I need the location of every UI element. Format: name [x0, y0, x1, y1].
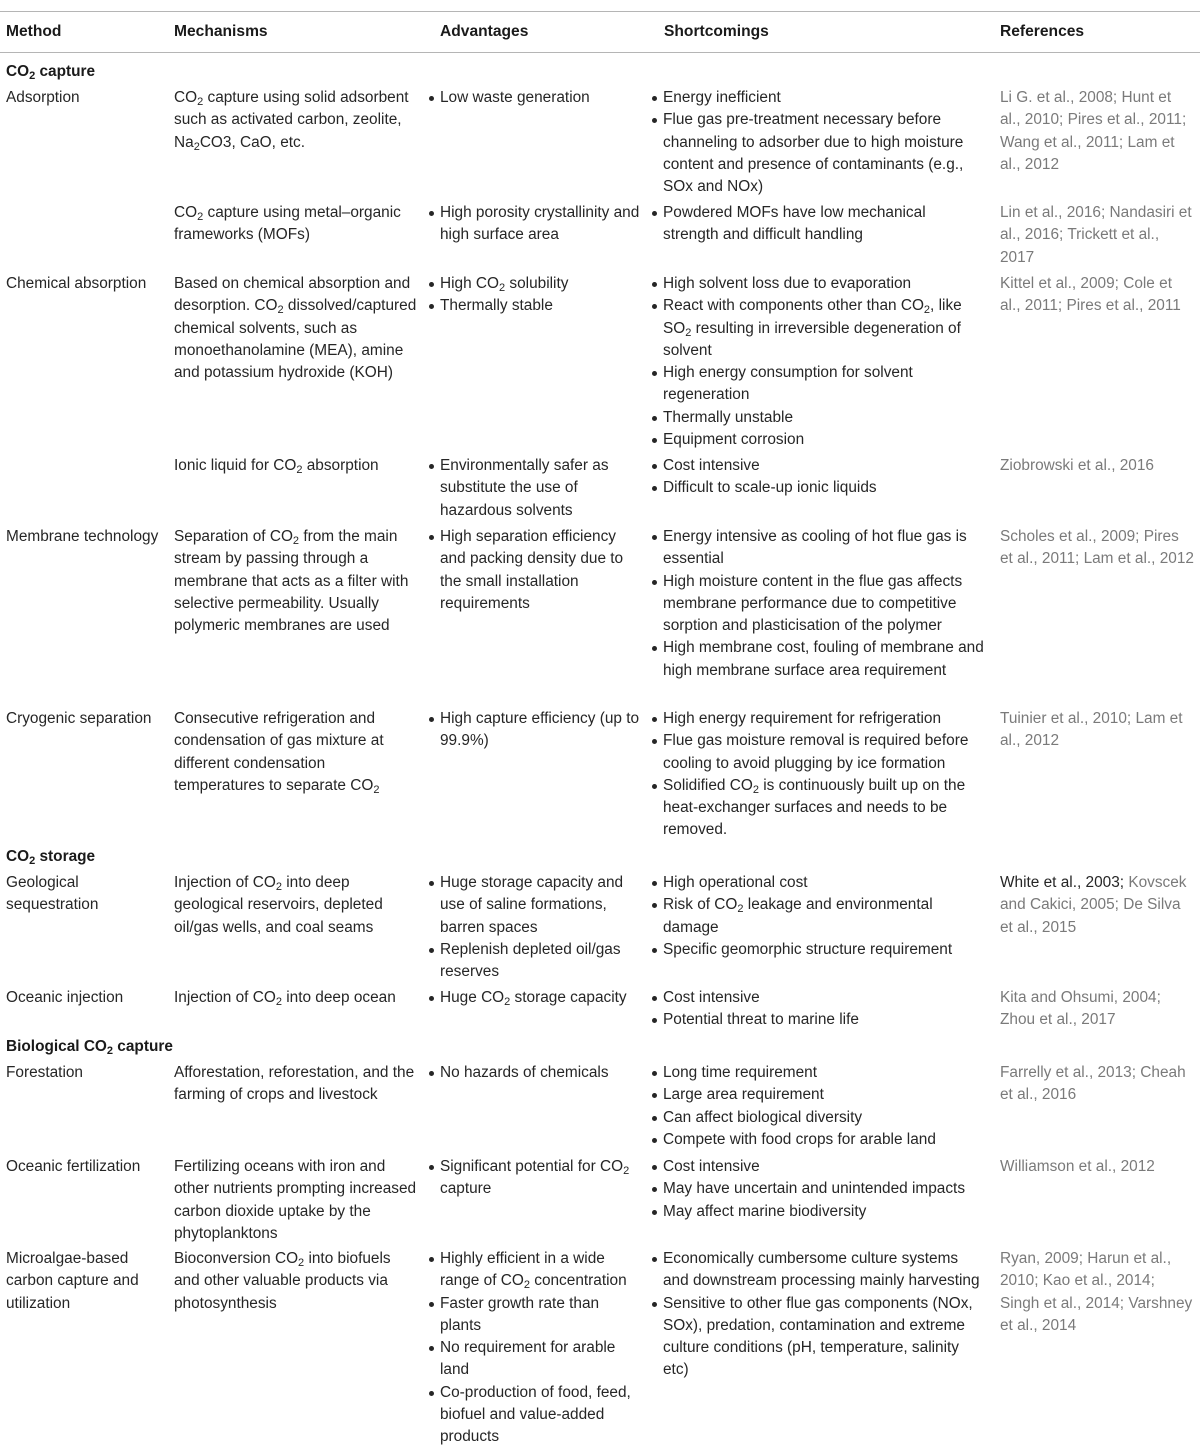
header-shortcomings: Shortcomings — [664, 23, 769, 40]
shortcoming-item: Can affect biological diversity — [650, 1107, 985, 1129]
mechanism-cell: Based on chemical absorption and desorption. $CO_2$ dissolved/captured chemical solvents, such as monoethanolamine (MEA), amine and potassium hydroxide (KOH) — [174, 275, 417, 382]
shortcomings-list — [650, 526, 985, 682]
shortcoming-item: Solidified $CO_2$ is continuously built up on the heat-exchanger surfaces and needs to be removed. — [650, 775, 985, 842]
references-cell: White et al., 2003; Kovscek and Cakici, 2005; De Silva et al., 2015 — [1000, 874, 1187, 936]
advantage-item: Huge storage capacity and use of saline formations, barren spaces — [427, 872, 642, 939]
shortcomings-list — [650, 87, 985, 198]
advantage-item: Replenish depleted oil/gas reserves — [427, 939, 642, 984]
shortcoming-item: Equipment corrosion — [650, 429, 985, 451]
shortcomings-list — [650, 1062, 985, 1151]
references-cell: Lin et al., 2016; Nandasiri et al., 2016; Trickett et al., 2017 — [1000, 204, 1192, 266]
references-cell: Kittel et al., 2009; Cole et al., 2011; Pires et al., 2011 — [1000, 275, 1181, 315]
method-cell: Membrane technology — [6, 528, 159, 545]
shortcoming-item: High solvent loss due to evaporation — [650, 273, 985, 295]
advantage-item: Highly efficient in a wide range of $CO_2$ concentration — [427, 1248, 642, 1293]
references-cell: Ryan, 2009; Harun et al., 2010; Kao et al., 2014; Singh et al., 2014; Varshney et al., 2014 — [1000, 1250, 1193, 1334]
mechanism-cell: Afforestation, reforestation, and the farming of crops and livestock — [174, 1064, 415, 1104]
references-cell: Williamson et al., 2012 — [1000, 1158, 1155, 1175]
advantage-item: Thermally stable — [427, 295, 642, 317]
section-co2-storage: $CO_2$ storage — [6, 848, 96, 867]
mechanism-cell: Consecutive refrigeration and condensation of gas mixture at different condensation temperatures to separate $CO_2$ — [174, 710, 384, 796]
mechanism-cell: Injection of $CO_2$ into deep geological reservoirs, depleted oil/gas wells, and coal seams — [174, 874, 383, 936]
advantage-item: High porosity crystallinity and high surface area — [427, 202, 642, 247]
shortcoming-item: High moisture content in the flue gas affects membrane performance due to competitive sorption and plasticisation of the polymer — [650, 571, 985, 638]
header-advantages: Advantages — [440, 23, 529, 40]
header-mechanisms: Mechanisms — [174, 23, 268, 40]
shortcomings-list — [650, 273, 985, 451]
shortcoming-item: Difficult to scale-up ionic liquids — [650, 477, 985, 499]
mechanism-cell: Separation of $CO_2$ from the main stream by passing through a membrane that acts as a filter with selective permeability. Usually polymeric membranes are used — [174, 528, 409, 635]
shortcomings-list — [650, 708, 985, 842]
section-co2-capture: $CO_2$ capture — [6, 63, 96, 82]
shortcoming-item: Potential threat to marine life — [650, 1009, 985, 1031]
mechanism-cell: Ionic liquid for $CO_2$ absorption — [174, 457, 379, 476]
references-cell: Li G. et al., 2008; Hunt et al., 2010; Pires et al., 2011; Wang et al., 2011; Lam et al., 2012 — [1000, 89, 1187, 173]
shortcoming-item: Compete with food crops for arable land — [650, 1129, 985, 1151]
advantage-item: No hazards of chemicals — [427, 1062, 642, 1084]
advantages-list — [427, 455, 642, 522]
shortcoming-item: Long time requirement — [650, 1062, 985, 1084]
advantage-item: Environmentally safer as substitute the use of hazardous solvents — [427, 455, 642, 522]
advantages-list — [427, 708, 642, 753]
shortcoming-item: May have uncertain and unintended impacts — [650, 1178, 985, 1200]
shortcoming-item: Flue gas pre-treatment necessary before channeling to adsorber due to high moisture content and presence of contaminants (e.g., SOx and NOx) — [650, 109, 985, 198]
method-cell: Microalgae-based carbon capture and utilization — [6, 1250, 139, 1312]
shortcoming-item: May affect marine biodiversity — [650, 1201, 985, 1223]
shortcomings-list — [650, 1248, 985, 1382]
advantage-item: High capture efficiency (up to 99.9%) — [427, 708, 642, 753]
table-header — [0, 12, 1200, 52]
shortcoming-item: Cost intensive — [650, 1156, 985, 1178]
shortcoming-item: Energy inefficient — [650, 87, 985, 109]
method-cell: Oceanic fertilization — [6, 1158, 141, 1175]
shortcomings-list — [650, 202, 985, 247]
shortcomings-list — [650, 987, 985, 1032]
advantage-item: Huge $CO_2$ storage capacity — [427, 987, 642, 1009]
references-cell: Tuinier et al., 2010; Lam et al., 2012 — [1000, 710, 1183, 750]
shortcoming-item: Specific geomorphic structure requirement — [650, 939, 985, 961]
shortcomings-list — [650, 1156, 985, 1223]
method-cell: Chemical absorption — [6, 275, 147, 292]
shortcoming-item: Powdered MOFs have low mechanical strength and difficult handling — [650, 202, 985, 247]
advantage-item: High separation efficiency and packing density due to the small installation requirements — [427, 526, 642, 615]
references-cell: Farrelly et al., 2013; Cheah et al., 2016 — [1000, 1064, 1186, 1104]
shortcoming-item: Thermally unstable — [650, 407, 985, 429]
method-cell: Cryogenic separation — [6, 710, 152, 727]
method-cell: Geological sequestration — [6, 874, 99, 914]
references-cell: Ziobrowski et al., 2016 — [1000, 457, 1154, 474]
advantage-item: Co-production of food, feed, biofuel and value-added products — [427, 1382, 642, 1449]
advantages-list — [427, 1062, 642, 1084]
shortcoming-item: Cost intensive — [650, 987, 985, 1009]
method-cell: Forestation — [6, 1064, 83, 1081]
shortcoming-item: High energy requirement for refrigeration — [650, 708, 985, 730]
references-cell: Kita and Ohsumi, 2004; Zhou et al., 2017 — [1000, 989, 1161, 1029]
advantage-item: Faster growth rate than plants — [427, 1293, 642, 1338]
shortcoming-item: High operational cost — [650, 872, 985, 894]
shortcomings-list — [650, 872, 985, 961]
advantages-list — [427, 872, 642, 983]
advantage-item: No requirement for arable land — [427, 1337, 642, 1382]
advantages-list — [427, 87, 642, 109]
advantage-item: Significant potential for $CO_2$ capture — [427, 1156, 642, 1201]
references-cell: Scholes et al., 2009; Pires et al., 2011; Lam et al., 2012 — [1000, 528, 1194, 568]
shortcoming-item: High energy consumption for solvent regeneration — [650, 362, 985, 407]
header-references: References — [1000, 23, 1085, 40]
shortcomings-list — [650, 455, 985, 500]
shortcoming-item: Risk of $CO_2$ leakage and environmental damage — [650, 894, 985, 939]
advantages-list — [427, 1156, 642, 1201]
advantage-item: Low waste generation — [427, 87, 642, 109]
advantages-list — [427, 202, 642, 247]
shortcoming-item: High membrane cost, fouling of membrane and high membrane surface area requirement — [650, 637, 985, 682]
mechanism-cell: $CO_2$ capture using metal–organic frameworks (MOFs) — [174, 204, 401, 244]
mechanism-cell: $CO_2$ capture using solid adsorbent such as activated carbon, zeolite, $Na_2CO3$, CaO, etc. — [174, 89, 409, 153]
header-rule — [0, 52, 1200, 53]
shortcoming-item: React with components other than $CO_2$, like $SO_2$ resulting in irreversible degeneration of solvent — [650, 295, 985, 362]
method-cell: Adsorption — [6, 89, 80, 106]
shortcoming-item: Flue gas moisture removal is required before cooling to avoid plugging by ice formation — [650, 730, 985, 775]
mechanism-cell: Injection of $CO_2$ into deep ocean — [174, 989, 396, 1008]
shortcoming-item: Cost intensive — [650, 455, 985, 477]
mechanism-cell: Fertilizing oceans with iron and other nutrients prompting increased carbon dioxide uptake by the phytoplanktons — [174, 1158, 417, 1242]
advantages-list — [427, 987, 642, 1009]
header-method: Method — [6, 23, 62, 40]
shortcoming-item: Sensitive to other flue gas components (NOx, SOx), predation, contamination and extreme culture conditions (pH, temperature, salinity etc) — [650, 1293, 985, 1382]
shortcoming-item: Economically cumbersome culture systems and downstream processing mainly harvesting — [650, 1248, 985, 1293]
advantage-item: High $CO_2$ solubility — [427, 273, 642, 295]
advantages-list — [427, 273, 642, 318]
section-biological-capture: Biological $CO_2$ capture — [6, 1038, 173, 1057]
shortcoming-item: Large area requirement — [650, 1084, 985, 1106]
method-cell: Oceanic injection — [6, 989, 124, 1006]
advantages-list — [427, 526, 642, 615]
shortcoming-item: Energy intensive as cooling of hot flue gas is essential — [650, 526, 985, 571]
advantages-list — [427, 1248, 642, 1449]
mechanism-cell: Bioconversion $CO_2$ into biofuels and other valuable products via photosynthesis — [174, 1250, 391, 1312]
